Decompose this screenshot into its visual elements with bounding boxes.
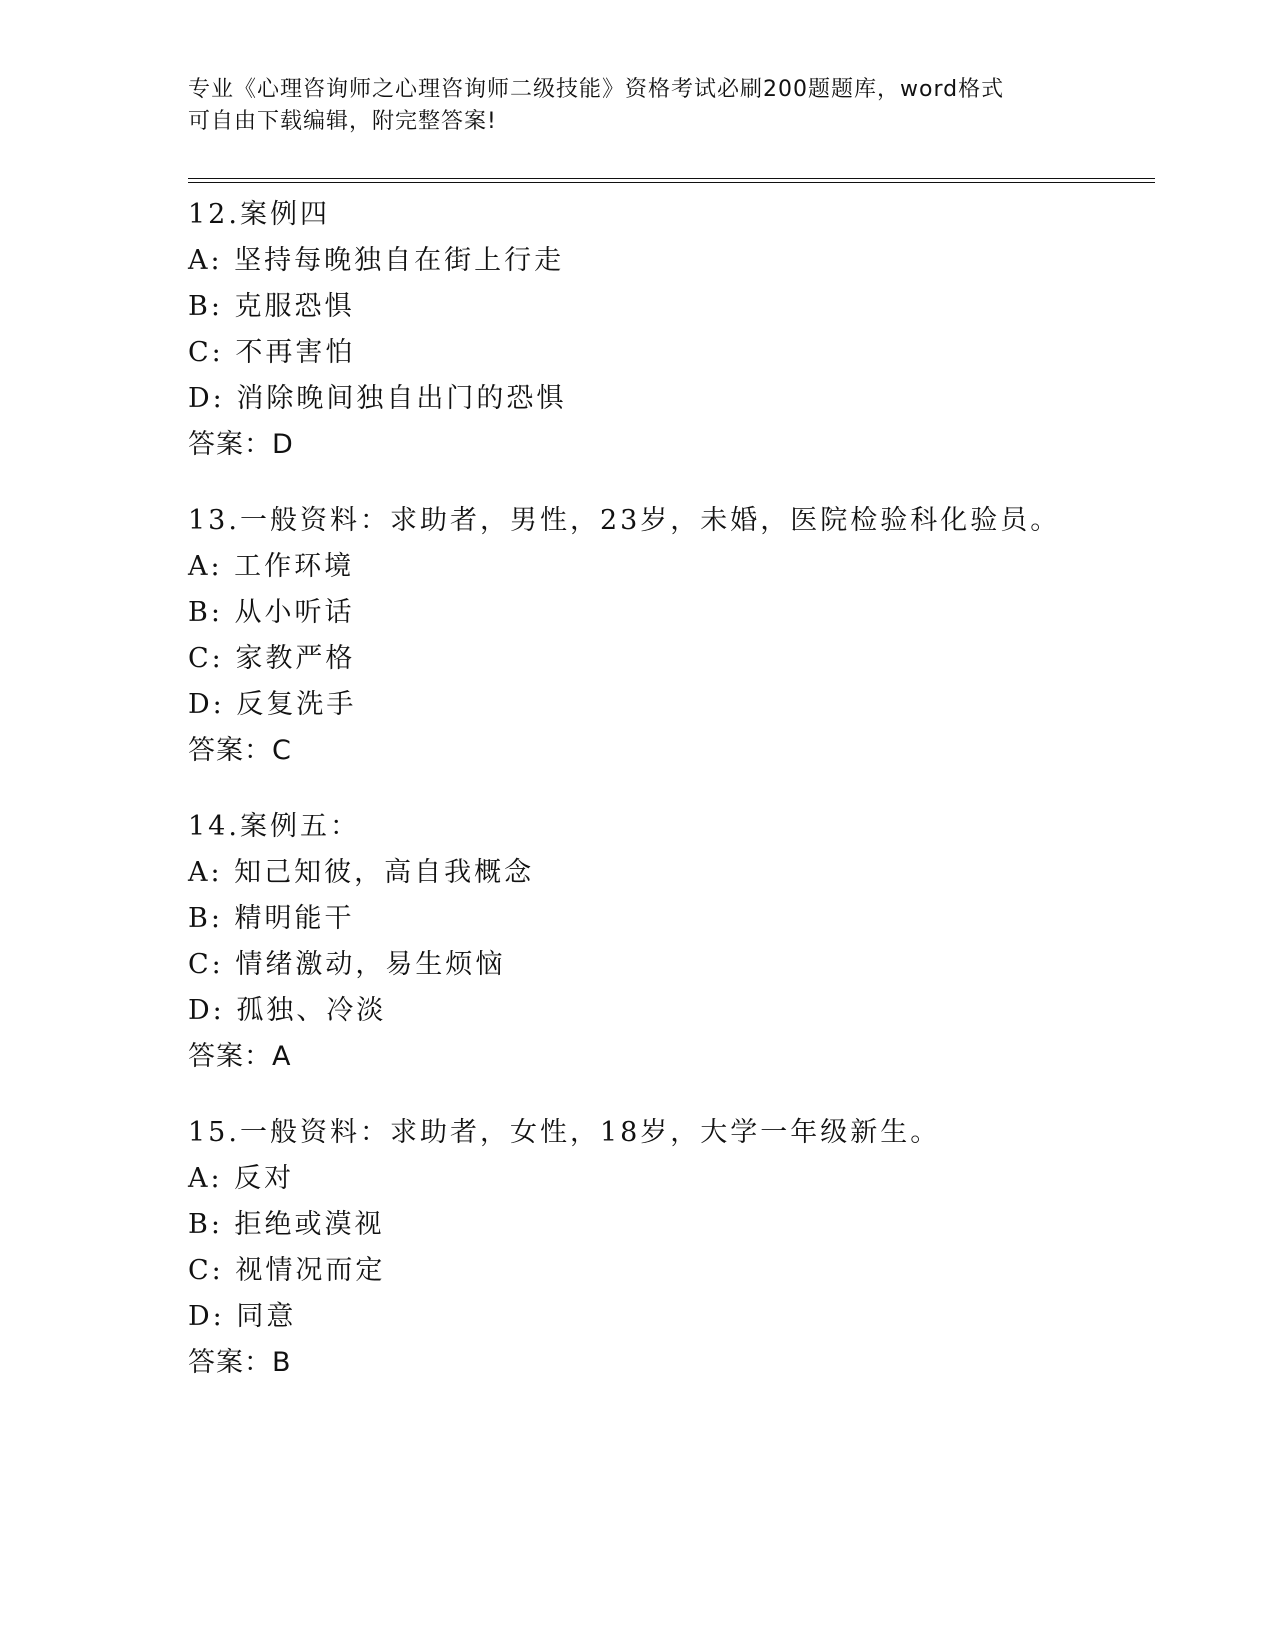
question-15 — [188, 1110, 1148, 1386]
document-header — [188, 74, 1088, 138]
option-d: D: 消除晚间独自出门的恐惧 — [188, 383, 567, 414]
question-stem: 12.案例四 — [188, 199, 330, 230]
question-stem: 14.案例五： — [188, 811, 360, 842]
option-b: B: 精明能干 — [188, 903, 355, 934]
answer-line: 答案：A — [188, 1041, 292, 1072]
question-13 — [188, 498, 1148, 774]
answer-line: 答案：C — [188, 735, 292, 766]
option-a: A: 知己知彼，高自我概念 — [188, 857, 535, 888]
answer-line: 答案：B — [188, 1347, 292, 1378]
option-c: C: 不再害怕 — [188, 337, 356, 368]
question-stem: 13.一般资料：求助者，男性，23岁，未婚，医院检验科化验员。 — [188, 505, 1061, 536]
option-a: A: 坚持每晚独自在街上行走 — [188, 245, 565, 276]
header-line-1: 专业《心理咨询师之心理咨询师二级技能》资格考试必刷200题题库，word格式 — [188, 77, 1005, 102]
option-c: C: 家教严格 — [188, 643, 356, 674]
header-divider — [188, 178, 1155, 183]
option-b: B: 克服恐惧 — [188, 291, 355, 322]
option-c: C: 情绪激动，易生烦恼 — [188, 949, 506, 980]
option-a: A: 工作环境 — [188, 551, 355, 582]
question-list — [188, 192, 1148, 1416]
option-a: A: 反对 — [188, 1163, 295, 1194]
question-12 — [188, 192, 1148, 468]
option-b: B: 拒绝或漠视 — [188, 1209, 385, 1240]
header-line-2: 可自由下载编辑，附完整答案! — [188, 109, 497, 134]
question-14 — [188, 804, 1148, 1080]
option-c: C: 视情况而定 — [188, 1255, 386, 1286]
option-b: B: 从小听话 — [188, 597, 355, 628]
option-d: D: 反复洗手 — [188, 689, 357, 720]
question-stem: 15.一般资料：求助者，女性，18岁，大学一年级新生。 — [188, 1117, 941, 1148]
answer-line: 答案：D — [188, 429, 294, 460]
option-d: D: 孤独、冷淡 — [188, 995, 387, 1026]
option-d: D: 同意 — [188, 1301, 297, 1332]
